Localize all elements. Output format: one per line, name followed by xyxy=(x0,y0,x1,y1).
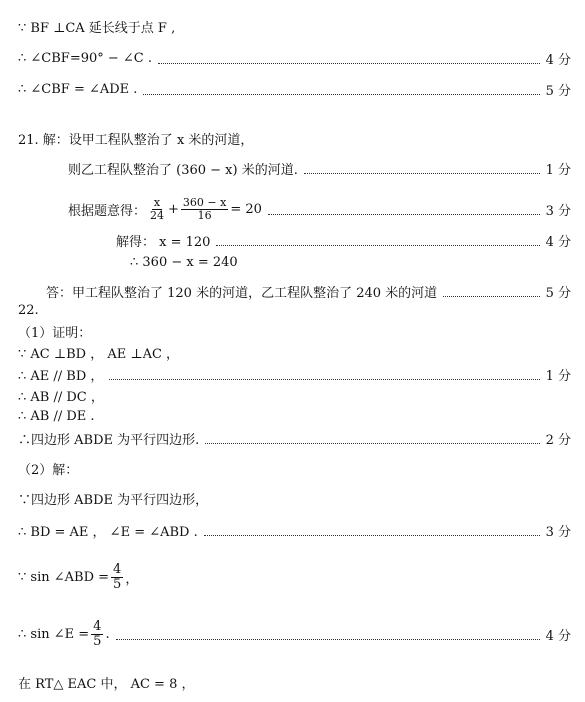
dot-leader xyxy=(116,628,540,640)
line-text: ∴ ∠CBF=90° − ∠C . xyxy=(18,50,153,66)
line-text: 答：甲工程队整治了 120 米的河道，乙工程队整治了 240 米的河道 xyxy=(46,285,438,301)
part-2-heading xyxy=(18,458,571,478)
dot-leader xyxy=(443,285,539,297)
line-solve-x xyxy=(116,230,571,250)
dot-leader xyxy=(304,162,540,174)
dot-leader xyxy=(204,524,540,536)
fraction-numerator: 4 xyxy=(113,561,122,577)
line-team-b xyxy=(68,158,571,178)
fraction-denominator: 5 xyxy=(93,633,102,649)
line-text: 根据题意得： xyxy=(68,203,147,219)
line-text: 则乙工程队整治了 (360 − x) 米的河道. xyxy=(68,162,298,178)
line-text: ∴四边形 ABDE 为平行四边形. xyxy=(18,432,200,448)
line-parallelogram xyxy=(18,428,571,448)
score-label: 3 分 xyxy=(545,203,571,219)
line-suffix: . xyxy=(105,626,110,642)
part-1-heading xyxy=(18,321,571,341)
line-text: ∴ ∠CBF = ∠ADE . xyxy=(18,81,138,97)
line-text: 22. xyxy=(18,302,39,318)
line-text: 解得： x = 120 xyxy=(116,234,211,250)
line-sin-e xyxy=(18,617,571,651)
plus-sign: + xyxy=(168,201,179,217)
fraction-denominator: 16 xyxy=(197,208,212,222)
line-text: ∴ AB // DC ， xyxy=(18,389,104,405)
fraction-360-x-16 xyxy=(181,197,228,221)
score-label: 5 分 xyxy=(545,83,571,99)
score-label: 4 分 xyxy=(545,52,571,68)
line-text: ∵ AC ⊥BD ， AE ⊥AC ， xyxy=(18,346,180,362)
fraction-numerator: 360 − x xyxy=(182,195,227,209)
line-text: ∵四边形 ABDE 为平行四边形， xyxy=(18,492,209,508)
line-text: （1）证明： xyxy=(18,325,92,341)
fraction-x-24 xyxy=(148,197,166,221)
line-ab-parallel-de xyxy=(18,406,571,426)
score-label: 2 分 xyxy=(545,432,571,448)
q22-heading xyxy=(18,300,571,320)
line-text: ∵ BF ⊥CA 延长线于点 F , xyxy=(18,20,176,36)
line-suffix: ， xyxy=(125,571,139,587)
dot-leader xyxy=(158,52,540,64)
fraction-denominator: 24 xyxy=(150,208,165,222)
line-bd-equals-ae xyxy=(18,520,571,540)
line-ab-parallel-dc xyxy=(18,385,571,405)
line-rt-triangle-eac xyxy=(18,672,571,692)
q21-heading xyxy=(18,128,571,148)
fraction-four-fifths xyxy=(111,563,123,591)
line-text: （2）解： xyxy=(18,462,79,478)
line-text: 在 RT△ EAC 中， AC = 8 ， xyxy=(18,676,195,692)
dot-leader xyxy=(205,432,539,444)
line-answer xyxy=(46,281,571,301)
line-360-minus-x xyxy=(130,252,571,272)
score-label: 1 分 xyxy=(545,162,571,178)
line-angle-cbf-90 xyxy=(18,48,571,68)
fraction-numerator: x xyxy=(153,195,161,209)
dot-leader xyxy=(216,234,539,246)
line-angle-cbf-ade xyxy=(18,79,571,99)
dot-leader xyxy=(143,83,539,95)
line-text: 21. 解：设甲工程队整治了 x 米的河道， xyxy=(18,132,254,148)
fraction-numerator: 4 xyxy=(93,618,102,634)
line-ac-perp-bd xyxy=(18,342,571,362)
line-text: ∴ AB // DE . xyxy=(18,408,95,424)
line-text: ∴ AE // BD ， xyxy=(18,368,104,384)
line-text: ∴ BD = AE ， ∠E = ∠ABD . xyxy=(18,524,198,540)
line-text: ∴ sin ∠E = xyxy=(18,626,90,642)
equation-rhs: = 20 xyxy=(230,201,262,217)
line-sin-abd xyxy=(18,560,571,594)
line-equation xyxy=(68,196,571,222)
line-text: ∵ sin ∠ABD = xyxy=(18,569,110,585)
score-label: 4 分 xyxy=(545,234,571,250)
dot-leader xyxy=(109,368,539,380)
score-label: 1 分 xyxy=(545,368,571,384)
line-bf-perp-ca xyxy=(18,16,571,36)
score-label: 5 分 xyxy=(545,285,571,301)
line-since-parallelogram xyxy=(18,488,571,508)
fraction-denominator: 5 xyxy=(113,576,122,592)
dot-leader xyxy=(268,203,540,215)
line-text: ∴ 360 − x = 240 xyxy=(130,254,238,270)
fraction-four-fifths xyxy=(91,620,103,648)
score-label: 4 分 xyxy=(545,628,571,644)
line-ae-parallel-bd xyxy=(18,364,571,384)
score-label: 3 分 xyxy=(545,524,571,540)
